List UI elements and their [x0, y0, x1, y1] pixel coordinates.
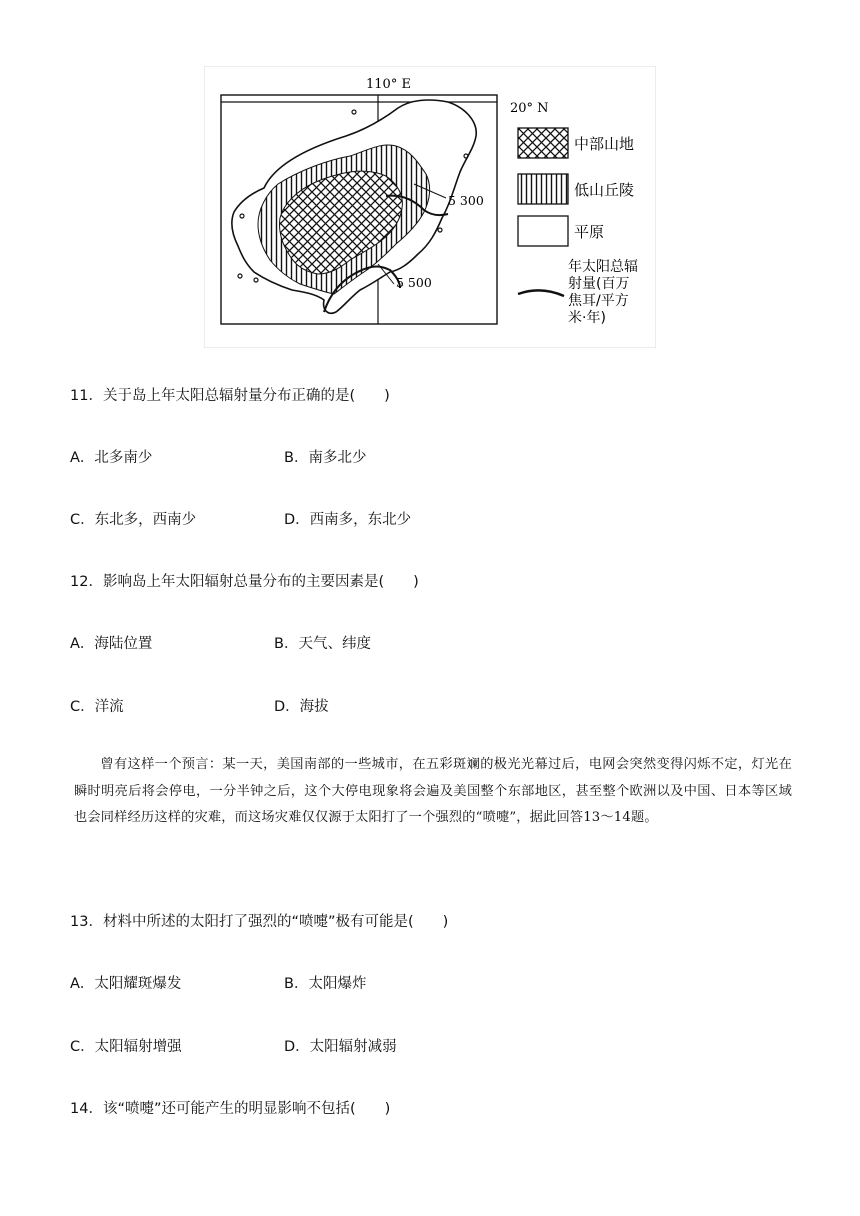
question-11-option-d[interactable]: D．西南多，东北少 — [284, 512, 412, 528]
question-12-option-d[interactable]: D．海拔 — [274, 699, 329, 715]
isoline-5500-label: 5 500 — [396, 275, 432, 290]
legend-isoline-line-1: 年太阳总辐 — [568, 259, 638, 275]
legend-isoline-swatch — [518, 290, 564, 296]
question-13-option-b[interactable]: B．太阳爆炸 — [284, 976, 367, 992]
legend-hills-label: 低山丘陵 — [574, 181, 635, 199]
island-map-svg — [204, 66, 656, 348]
question-13-option-c[interactable]: C．太阳辐射增强 — [70, 1039, 182, 1055]
question-14-stem: 14．该“喷嚏”还可能产生的明显影响不包括( ) — [70, 1101, 391, 1117]
legend-isoline-line-3: 焦耳/平方 — [568, 293, 629, 309]
legend-plain-label: 平原 — [574, 223, 605, 241]
question-12-option-a[interactable]: A．海陆位置 — [70, 636, 153, 652]
latitude-label: 20° N — [510, 101, 549, 116]
question-12-option-c[interactable]: C．洋流 — [70, 699, 124, 715]
legend-plain-swatch — [518, 216, 568, 246]
legend-mountain-label: 中部山地 — [574, 135, 635, 153]
island-map-figure — [204, 66, 656, 348]
question-12-stem: 12．影响岛上年太阳辐射总量分布的主要因素是( ) — [70, 574, 419, 590]
question-13-stem: 13．材料中所述的太阳打了强烈的“喷嚏”极有可能是( ) — [70, 914, 449, 930]
question-11-option-a[interactable]: A．北多南少 — [70, 450, 153, 466]
question-11-stem: 11．关于岛上年太阳总辐射量分布正确的是( ) — [70, 388, 390, 404]
legend-hills-swatch — [518, 174, 568, 204]
legend-isoline-line-4: 米·年) — [568, 310, 606, 326]
question-11-option-c[interactable]: C．东北多，西南少 — [70, 512, 197, 528]
longitude-label: 110° E — [366, 77, 411, 92]
question-12-option-b[interactable]: B．天气、纬度 — [274, 636, 371, 652]
map-legend — [518, 128, 638, 326]
legend-mountain-swatch — [518, 128, 568, 158]
isoline-5300-label: 5 300 — [448, 193, 484, 208]
legend-isoline-line-2: 射量(百万 — [568, 276, 630, 292]
question-11-option-b[interactable]: B．南多北少 — [284, 450, 367, 466]
reading-passage: 曾有这样一个预言：某一天，美国南部的一些城市，在五彩斑斓的极光光幕过后，电网会突然变得闪烁不定，灯光在瞬时明亮后将会停电，一分半钟之后，这个大停电现象将会遍及美国整个东部地区，甚至整个欧洲以及中国、日本等区域也会同样经历这样的灾难，而这场灾难仅仅源于太阳打了一个强烈的“喷嚏”，据此回答13～14题。 — [74, 757, 792, 825]
question-13-option-d[interactable]: D．太阳辐射减弱 — [284, 1039, 397, 1055]
question-13-option-a[interactable]: A．太阳耀斑爆发 — [70, 976, 182, 992]
